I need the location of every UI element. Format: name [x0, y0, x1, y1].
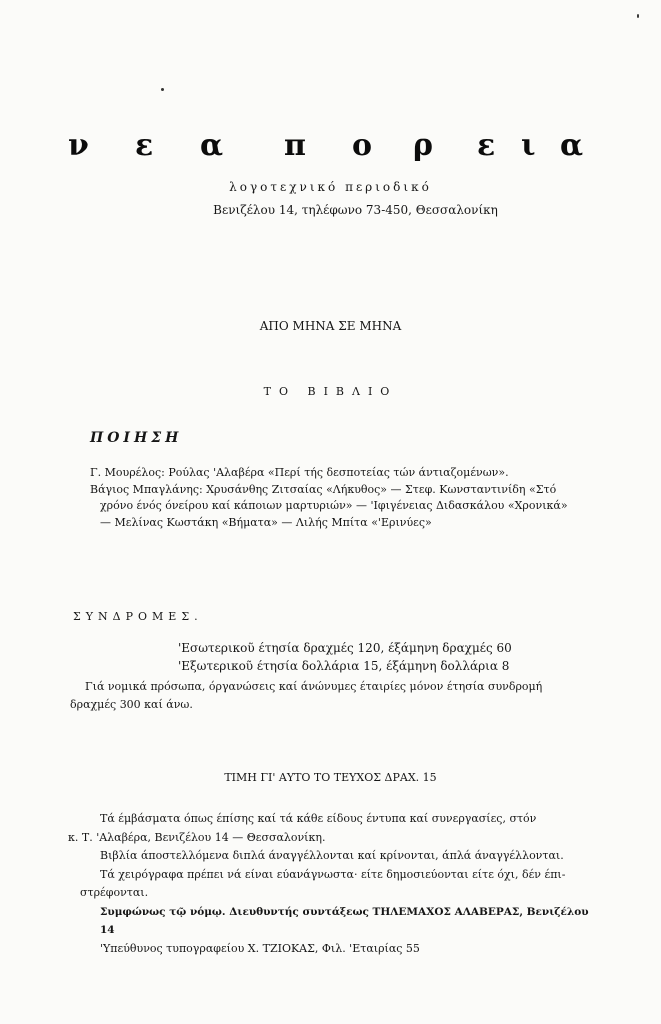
subscription-legal-cont: δραχμές 300 καί άνω.	[70, 698, 193, 711]
poetry-heading: ΠΟΙΗΣΗ	[90, 430, 183, 446]
masthead-letter: ρ	[413, 128, 433, 163]
subscription-domestic: 'Εσωτερικοῦ έτησία δραχμές 120, έξάμηνη δραχμές 60	[178, 641, 512, 655]
note-line: κ. Τ. 'Αλαβέρα, Βενιζέλου 14 — Θεσσαλονίκη.	[68, 830, 326, 844]
journal-address: Βενιζέλου 14, τηλέφωνο 73-450, Θεσσαλονίκη	[213, 203, 498, 217]
masthead-letter: ο	[352, 128, 373, 163]
issue-price: ΤΙΜΗ ΓΙ' ΑΥΤΟ ΤΟ ΤΕΥΧΟΣ ΔΡΑΧ. 15	[224, 771, 437, 784]
section-title: ΑΠΟ ΜΗΝΑ ΣΕ ΜΗΝΑ	[259, 319, 402, 333]
masthead-letter: ν	[68, 128, 89, 163]
poetry-line: — Μελίνας Κωστάκη «Βήματα» — Λιλής Μπίτα «'Ερινύες»	[100, 515, 432, 529]
print-speck	[161, 88, 164, 91]
masthead-letter: ι	[521, 128, 536, 163]
note-line: 'Υπεύθυνος τυπογραφείου Χ. ΤΖΙΟΚΑΣ, Φιλ. 'Εταιρίας 55	[100, 941, 420, 955]
note-line: Τά χειρόγραφα πρέπει νά είναι εύανάγνωστα· είτε δημοσιεύονται είτε όχι, δέν έπι-	[100, 867, 566, 881]
note-line: Συμφώνως τῷ νόμῳ. Διευθυντής συντάξεως ΤΗΛΕΜΑΧΟΣ ΑΛΑΒΕΡΑΣ, Βενιζέλου 14	[100, 905, 589, 936]
masthead-letter: π	[284, 128, 306, 163]
book-heading: ΤΟ ΒΙΒΛΙΟ	[263, 385, 398, 398]
poetry-line: Γ. Μουρέλος: Ρούλας 'Αλαβέρα «Περί τής δεσποτείας τών άντιαζομένων».	[90, 466, 509, 479]
subscriptions-heading: ΣΥΝΔΡΟΜΕΣ.	[73, 610, 203, 623]
print-speck	[637, 14, 639, 18]
poetry-list	[90, 465, 590, 531]
masthead-letter: α	[560, 128, 584, 163]
publication-notes	[68, 810, 600, 958]
masthead-letter: ε	[135, 128, 154, 163]
subscription-legal: Γιά νομικά πρόσωπα, όργανώσεις καί άνώνυμες έταιρίες μόνον έτησία συνδρομή	[85, 680, 543, 693]
masthead-letter: α	[200, 128, 224, 163]
note-line: Τά έμβάσματα όπως έπίσης καί τά κάθε είδους έντυπα καί συνεργασίες, στόν	[100, 812, 537, 825]
poetry-line: Βάγιος Μπαγλάνης: Χρυσάνθης Ζιτσαίας «Λήκυθος» — Στεφ. Κωνσταντινίδη «Στό	[90, 482, 557, 496]
masthead-title	[0, 128, 661, 168]
journal-subtitle: λογοτεχνικό περιοδικό	[229, 180, 432, 194]
subscription-foreign: 'Εξωτερικοῦ έτησία δολλάρια 15, έξάμηνη δολλάρια 8	[178, 659, 510, 673]
note-line: Βιβλία άποστελλόμενα διπλά άναγγέλλονται καί κρίνονται, άπλά άναγγέλλονται.	[100, 849, 564, 862]
note-line: στρέφονται.	[80, 886, 149, 899]
poetry-line: χρόνο ένός όνείρου καί κάποιων μαρτυριών» — 'Ιφιγένειας Διδασκάλου «Χρονικά»	[100, 499, 568, 512]
masthead-letter: ε	[477, 128, 496, 163]
